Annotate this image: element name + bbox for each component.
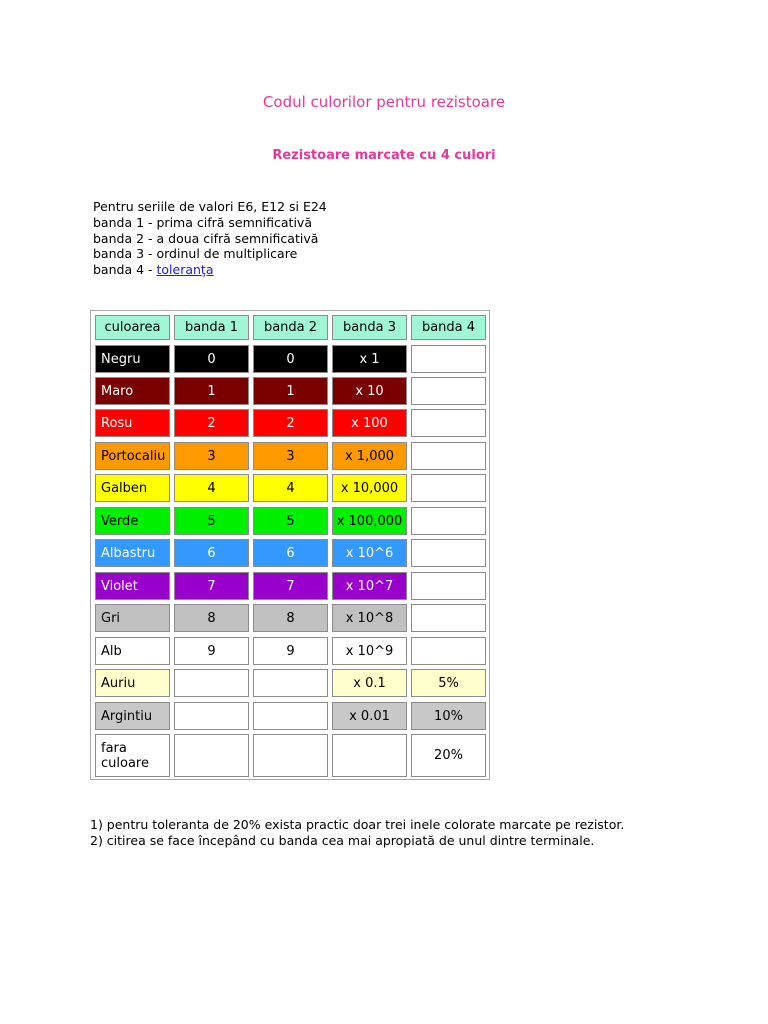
band-3-cell: x 10^6 (332, 539, 407, 567)
header-cell: banda 2 (253, 315, 328, 340)
band-1-cell: 7 (174, 572, 249, 600)
band-2-cell: 6 (253, 539, 328, 567)
color-name-cell: Portocaliu (95, 442, 170, 470)
band-1-cell: 8 (174, 604, 249, 632)
color-name-cell: Violet (95, 572, 170, 600)
footnote: 2) citirea se face începând cu banda cea mai apropiată de unul dintre terminale. (90, 833, 595, 848)
band-3-cell: x 10^9 (332, 637, 407, 665)
band-3-cell: x 10^7 (332, 572, 407, 600)
band-1-cell (174, 734, 249, 777)
band-3-cell: x 100,000 (332, 507, 407, 535)
band-4-cell (411, 637, 486, 665)
band-3-cell (332, 734, 407, 777)
page-subtitle: Rezistoare marcate cu 4 culori (272, 148, 496, 163)
band-2-cell: 8 (253, 604, 328, 632)
band-4-cell (411, 377, 486, 405)
band4-label: banda 4 - (93, 262, 157, 278)
band-1-cell: 9 (174, 637, 249, 665)
intro-line: banda 3 - ordinul de multiplicare (93, 246, 298, 262)
footnotes (90, 817, 624, 849)
band-4-cell (411, 604, 486, 632)
band-1-cell: 0 (174, 345, 249, 373)
color-name-cell: Verde (95, 507, 170, 535)
band-4-cell (411, 409, 486, 437)
color-name-cell: Rosu (95, 409, 170, 437)
band-4-cell (411, 572, 486, 600)
band-4-cell: 10% (411, 702, 486, 730)
band-1-cell: 2 (174, 409, 249, 437)
color-name-cell: Auriu (95, 669, 170, 697)
band-4-cell: 5% (411, 669, 486, 697)
page-title: Codul culorilor pentru rezistoare (262, 93, 506, 111)
band-2-cell (253, 669, 328, 697)
band-2-cell: 4 (253, 474, 328, 502)
band-3-cell: x 0.01 (332, 702, 407, 730)
color-name-cell: Argintiu (95, 702, 170, 730)
color-name-cell: Maro (95, 377, 170, 405)
tolerance-link[interactable]: toleranţa (156, 262, 214, 278)
band-3-cell: x 1 (332, 345, 407, 373)
color-name-cell: Albastru (95, 539, 170, 567)
band-2-cell: 7 (253, 572, 328, 600)
intro-line: Pentru seriile de valori E6, E12 si E24 (93, 199, 327, 214)
footnote: 1) pentru toleranta de 20% exista practic doar trei inele colorate marcate pe rezistor. (90, 817, 625, 832)
band-2-cell: 2 (253, 409, 328, 437)
band-3-cell: x 1,000 (332, 442, 407, 470)
band-1-cell: 3 (174, 442, 249, 470)
band-3-cell: x 0.1 (332, 669, 407, 697)
color-name-cell: Negru (95, 345, 170, 373)
band-2-cell: 9 (253, 637, 328, 665)
band-4-cell (411, 345, 486, 373)
band-1-cell: 6 (174, 539, 249, 567)
intro-line (93, 262, 327, 278)
band-2-cell (253, 702, 328, 730)
header-cell: banda 4 (411, 315, 486, 340)
band-3-cell: x 10^8 (332, 604, 407, 632)
band-1-cell: 4 (174, 474, 249, 502)
header-cell: banda 1 (174, 315, 249, 340)
band-1-cell: 5 (174, 507, 249, 535)
band-4-cell (411, 442, 486, 470)
band-4-cell (411, 507, 486, 535)
band-2-cell: 0 (253, 345, 328, 373)
header-cell: banda 3 (332, 315, 407, 340)
band-2-cell: 5 (253, 507, 328, 535)
intro-text (93, 199, 327, 278)
band-2-cell: 3 (253, 442, 328, 470)
band-4-cell (411, 474, 486, 502)
intro-line: banda 2 - a doua cifră semnificativă (93, 230, 319, 246)
band-2-cell (253, 734, 328, 777)
band-4-cell (411, 539, 486, 567)
band-3-cell: x 10 (332, 377, 407, 405)
band-1-cell (174, 669, 249, 697)
band-1-cell: 1 (174, 377, 249, 405)
band-2-cell: 1 (253, 377, 328, 405)
color-code-table (90, 310, 490, 780)
band-4-cell: 20% (411, 734, 486, 777)
band-1-cell (174, 702, 249, 730)
color-name-cell: Galben (95, 474, 170, 502)
color-name-cell: Alb (95, 637, 170, 665)
color-name-cell: fara culoare (95, 734, 170, 777)
header-cell: culoarea (95, 315, 170, 340)
intro-line: banda 1 - prima cifră semnificativă (93, 214, 312, 230)
color-name-cell: Gri (95, 604, 170, 632)
band-3-cell: x 10,000 (332, 474, 407, 502)
band-3-cell: x 100 (332, 409, 407, 437)
